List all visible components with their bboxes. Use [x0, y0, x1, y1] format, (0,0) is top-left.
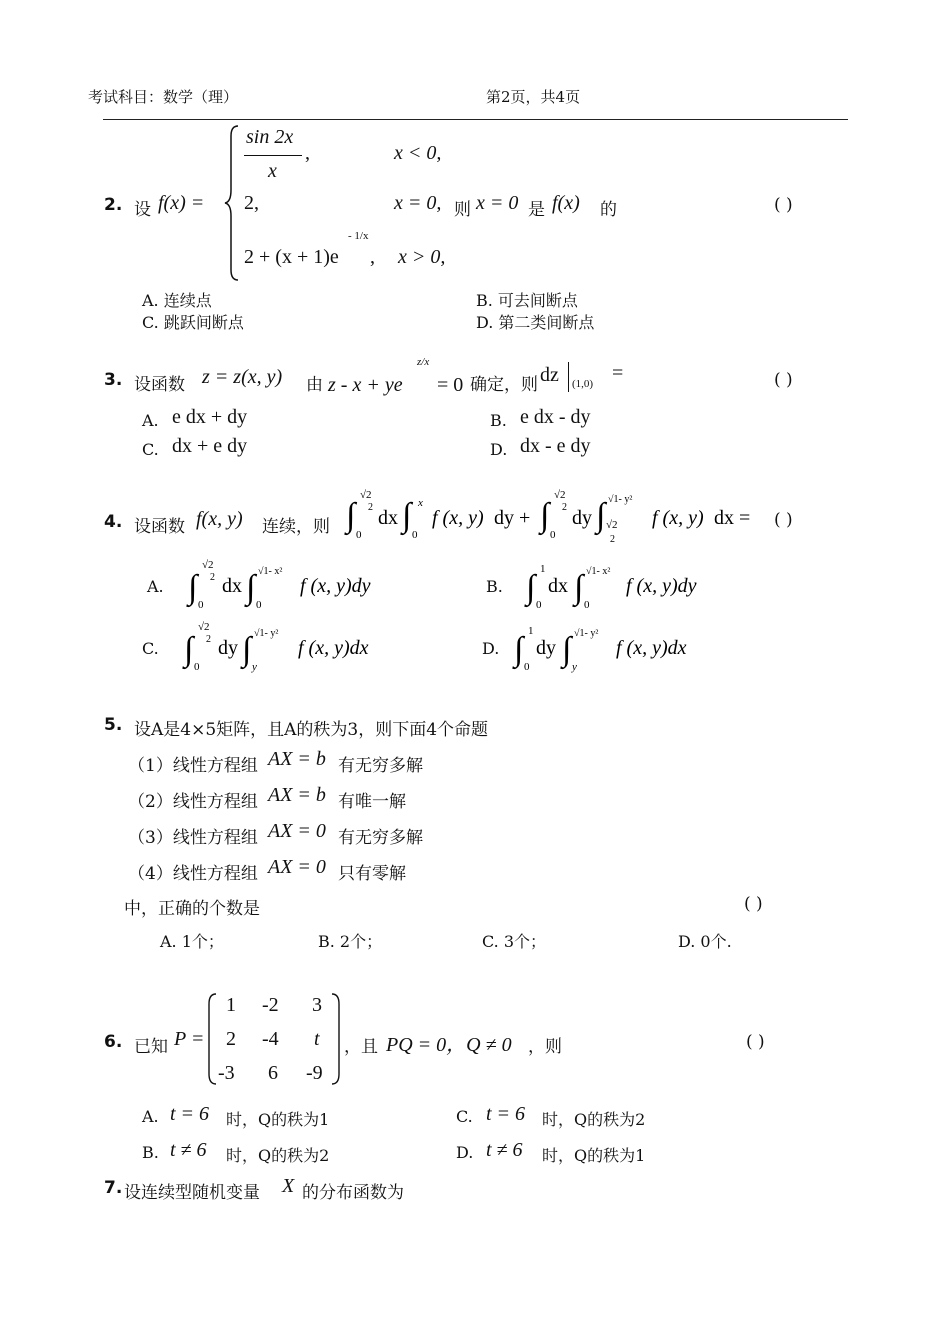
option-c-label: C.	[142, 440, 159, 459]
statement-4-label: （4）线性方程组	[128, 864, 258, 884]
option-c-label: C.	[456, 1107, 473, 1126]
piecewise-brace	[222, 122, 242, 284]
question-tail: 确定，则	[470, 375, 538, 395]
svg-text:f (x, y): f (x, y)	[652, 507, 704, 529]
svg-text:∫: ∫	[514, 631, 524, 668]
svg-text:∫: ∫	[346, 497, 356, 534]
svg-text:∫: ∫	[188, 569, 198, 606]
option-b-cond: t ≠ 6	[170, 1139, 207, 1161]
statement-1-tail: 有无穷多解	[338, 756, 423, 776]
question-lead: 设	[134, 200, 151, 220]
answer-parentheses: ( )	[774, 370, 793, 390]
option-a: A. 1个；	[160, 932, 224, 951]
option-c-text: 时，Q的秩为2	[542, 1110, 646, 1129]
statement-1-label: （1）线性方程组	[128, 756, 258, 776]
svg-text:dx =: dx =	[714, 507, 751, 529]
implicit-function: z = z(x, y)	[202, 366, 283, 388]
svg-text:2: 2	[368, 502, 373, 513]
answer-parentheses: ( )	[774, 195, 793, 215]
matrix-cell: 1	[226, 994, 236, 1016]
evaluation-point: (1,0)	[572, 378, 594, 390]
svg-text:dx: dx	[222, 575, 242, 597]
answer-parentheses: ( )	[744, 894, 763, 914]
svg-text:0: 0	[524, 661, 530, 673]
option-c: C. 3个；	[482, 932, 547, 951]
option-b-label: B.	[486, 577, 503, 596]
option-c-cond: t = 6	[486, 1103, 526, 1125]
question-number: 2.	[104, 195, 123, 215]
exam-subject: 考试科目：数学（理）	[88, 88, 239, 106]
answer-parentheses: ( )	[774, 510, 793, 530]
svg-text:∫: ∫	[596, 497, 606, 534]
svg-text:∫: ∫	[526, 569, 536, 606]
case1-comma: ,	[305, 142, 310, 164]
svg-text:0: 0	[412, 529, 418, 541]
option-a-expr: e dx + dy	[172, 406, 248, 428]
option-d-label: D.	[456, 1143, 474, 1162]
matrix-cell: -3	[218, 1062, 235, 1084]
case3-comma: ,	[370, 246, 375, 268]
option-d-cond: t ≠ 6	[486, 1139, 523, 1161]
question-mid: 连续，则	[262, 517, 330, 537]
option-b-integral	[526, 556, 746, 616]
svg-text:√1- x²: √1- x²	[586, 566, 611, 577]
svg-text:√1- y²: √1- y²	[608, 494, 633, 505]
case1-numerator: sin 2x	[246, 126, 294, 148]
svg-text:0: 0	[198, 599, 204, 611]
statement-3-tail: 有无穷多解	[338, 828, 423, 848]
option-b-label: B.	[142, 1143, 159, 1162]
option-d-text: 时，Q的秩为1	[542, 1146, 646, 1165]
svg-text:2: 2	[610, 534, 615, 545]
question-tail: 则	[454, 200, 471, 220]
evaluation-bar	[568, 362, 569, 392]
question-number: 5.	[104, 715, 123, 735]
svg-text:0: 0	[550, 529, 556, 541]
svg-text:dy: dy	[218, 637, 238, 659]
question-tail: 的分布函数为	[302, 1183, 404, 1203]
fraction-bar	[244, 155, 302, 156]
svg-text:0: 0	[356, 529, 362, 541]
differential: dz	[540, 364, 559, 386]
svg-text:∫: ∫	[562, 631, 572, 668]
question-tail: ，且	[344, 1037, 378, 1057]
svg-text:0: 0	[536, 599, 542, 611]
tail-function: f(x)	[552, 192, 580, 214]
svg-text:f (x, y)dx: f (x, y)dx	[616, 637, 687, 659]
statement-4-tail: 只有零解	[338, 864, 406, 884]
option-a-label: A.	[147, 577, 164, 596]
svg-text:√1- y²: √1- y²	[574, 628, 599, 639]
svg-text:0: 0	[584, 599, 590, 611]
option-d-expr: dx - e dy	[520, 435, 591, 457]
question-mid: 由	[306, 375, 323, 395]
option-a: A. 连续点	[142, 291, 212, 310]
option-b-text: 时，Q的秩为2	[226, 1146, 330, 1165]
svg-text:∫: ∫	[540, 497, 550, 534]
double-integral-sum	[346, 484, 766, 554]
question-stem: 设连续型随机变量	[124, 1183, 260, 1203]
statement-3-eq: AX = 0	[268, 820, 326, 842]
svg-text:f (x, y)dy: f (x, y)dy	[300, 575, 371, 597]
svg-text:x: x	[418, 497, 423, 509]
svg-text:2: 2	[210, 572, 215, 583]
statement-3-label: （3）线性方程组	[128, 828, 258, 848]
question-lead: 设函数	[134, 517, 185, 537]
svg-text:dy: dy	[572, 507, 592, 529]
question-number: 6.	[104, 1032, 123, 1052]
question-prompt: 中，正确的个数是	[124, 899, 260, 919]
option-d: D. 第二类间断点	[476, 313, 595, 332]
svg-text:∫: ∫	[574, 569, 584, 606]
statement-2-eq: AX = b	[268, 784, 326, 806]
matrix-cell: -4	[262, 1028, 279, 1050]
equation-exponent: z/x	[417, 356, 430, 368]
svg-text:√2: √2	[554, 489, 566, 501]
case2-condition: x = 0,	[394, 192, 442, 214]
svg-text:1: 1	[528, 625, 534, 637]
equals-sign: =	[612, 362, 624, 384]
svg-text:dx: dx	[548, 575, 568, 597]
svg-text:2: 2	[206, 634, 211, 645]
option-a-integral	[188, 556, 408, 616]
case1-condition: x < 0,	[394, 142, 442, 164]
question-tail2: 是	[528, 200, 545, 220]
option-a-label: A.	[142, 411, 159, 430]
answer-parentheses: ( )	[746, 1032, 765, 1052]
page-number: 第2页，共4页	[486, 88, 581, 106]
tail-math: x = 0	[476, 192, 519, 214]
question-number: 7.	[104, 1178, 123, 1198]
option-b-expr: e dx - dy	[520, 406, 591, 428]
svg-text:f (x, y): f (x, y)	[432, 507, 484, 529]
option-b: B. 2个；	[318, 932, 383, 951]
matrix-cell: -9	[306, 1062, 323, 1084]
case3-exponent: - 1/x	[348, 230, 369, 242]
option-c: C. 跳跃间断点	[142, 313, 244, 332]
question-tail2: ，则	[528, 1037, 562, 1057]
svg-text:√2: √2	[198, 621, 210, 633]
function-expr: f(x, y)	[196, 508, 243, 530]
question-number: 4.	[104, 512, 123, 532]
svg-text:√2: √2	[360, 489, 372, 501]
svg-text:√2: √2	[606, 519, 618, 531]
case2-expr: 2,	[244, 192, 259, 214]
svg-text:∫: ∫	[242, 631, 252, 668]
case1-denominator: x	[268, 160, 277, 182]
matrix-cell: 6	[268, 1062, 278, 1084]
svg-text:√2: √2	[202, 559, 214, 571]
option-d-integral	[514, 618, 734, 678]
matrix-cell: 2	[226, 1028, 236, 1050]
question-lead: 已知	[134, 1037, 168, 1057]
equation-end: = 0	[437, 374, 464, 396]
function-expr: f(x) =	[158, 192, 205, 214]
svg-text:∫: ∫	[246, 569, 256, 606]
statement-4-eq: AX = 0	[268, 856, 326, 878]
svg-text:dy: dy	[536, 637, 556, 659]
option-a-label: A.	[142, 1107, 159, 1126]
svg-text:∫: ∫	[402, 497, 412, 534]
option-c-label: C.	[142, 639, 159, 658]
svg-text:∫: ∫	[184, 631, 194, 668]
option-d: D. 0个.	[678, 932, 732, 951]
svg-text:0: 0	[256, 599, 262, 611]
condition: PQ = 0，Q ≠ 0	[386, 1034, 512, 1056]
question-tail3: 的	[600, 200, 617, 220]
svg-text:dx: dx	[378, 507, 398, 529]
case3-condition: x > 0,	[398, 246, 446, 268]
option-c-expr: dx + e dy	[172, 435, 248, 457]
option-b-label: B.	[490, 411, 507, 430]
svg-text:√1- x²: √1- x²	[258, 566, 283, 577]
svg-text:y: y	[252, 661, 257, 673]
svg-text:f (x, y)dy: f (x, y)dy	[626, 575, 697, 597]
header-rule	[103, 119, 848, 120]
svg-text:y: y	[572, 661, 577, 673]
option-b: B. 可去间断点	[476, 291, 578, 310]
question-number: 3.	[104, 370, 123, 390]
statement-2-label: （2）线性方程组	[128, 792, 258, 812]
matrix-cell: 3	[312, 994, 322, 1016]
svg-text:2: 2	[562, 502, 567, 513]
svg-text:0: 0	[194, 661, 200, 673]
matrix-cell: t	[314, 1028, 320, 1050]
svg-text:1: 1	[540, 563, 546, 575]
matrix-name: P =	[174, 1028, 205, 1050]
question-stem: 设A是4×5矩阵，且A的秩为3，则下面4个命题	[134, 720, 489, 740]
option-c-integral	[184, 618, 404, 678]
question-lead: 设函数	[134, 375, 185, 395]
case3-expr: 2 + (x + 1)e	[244, 246, 339, 268]
svg-text:√1- y²: √1- y²	[254, 628, 279, 639]
equation: z - x + ye	[328, 374, 403, 396]
option-a-cond: t = 6	[170, 1103, 210, 1125]
option-d-label: D.	[482, 639, 500, 658]
svg-text:dy +: dy +	[494, 507, 531, 529]
matrix-cell: -2	[262, 994, 279, 1016]
random-variable: X	[282, 1175, 295, 1197]
statement-1-eq: AX = b	[268, 748, 326, 770]
svg-text:f (x, y)dx: f (x, y)dx	[298, 637, 369, 659]
option-d-label: D.	[490, 440, 508, 459]
option-a-text: 时，Q的秩为1	[226, 1110, 330, 1129]
statement-2-tail: 有唯一解	[338, 792, 406, 812]
